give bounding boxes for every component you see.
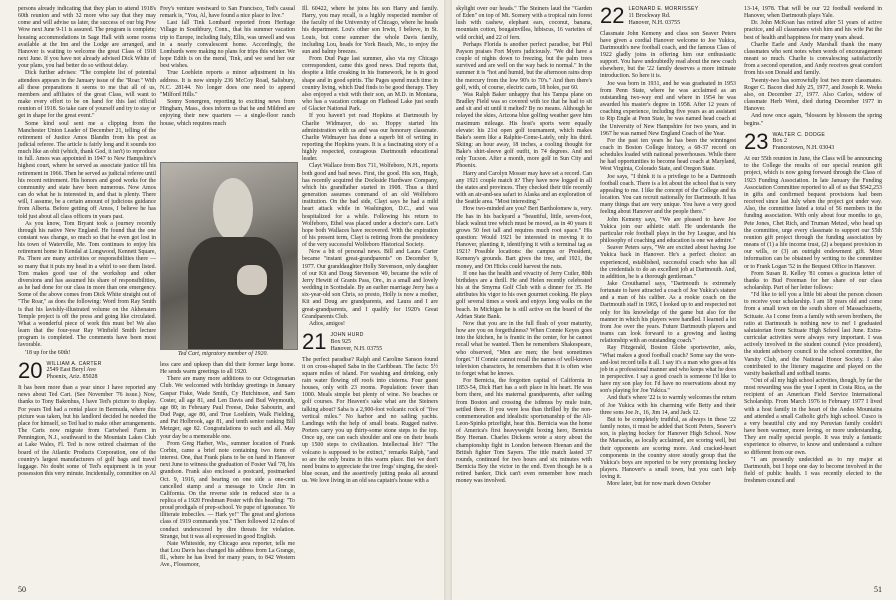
secretary-address-line-1: Box 925: [330, 338, 351, 345]
paragraph: John Kemeny says, "We are pleased to have Joe Yukica join our athletic staff. He understands the particular role football plays in the Ivy League, and his philosophy of coaching and education is one we admire.": [600, 216, 736, 245]
class-heading-1922: [600, 3, 736, 28]
class-number: 22: [600, 3, 625, 28]
paragraph: Nate Whiteside, my Chicago area reporter, tells me that Lou Davis has changed his address from La Grange, Ill., where he has lived for many years, to 842 Western Ave., Flossmoor,: [160, 540, 295, 569]
paragraph: How two-minded are you? Bert Bartholomew is, very. He has in his backyard a "beautiful, little, seven-foot, black walnut tree which must be moved, as in 40 years it grows 50 feet tall and requires much root space." His question: Would 1921 be interested in moving it to Hanover, planting it, identifying it with a terminal tag as 1921? Possible locations: the campus or President, Kemeny's grounds. Bart gives the tree, and 1921, the money, and Ort Hicks could harvest the nuts.: [456, 206, 592, 270]
right-column-2: [600, 3, 736, 489]
paragraph: At our 55th reunion in June, the Class will be announcing to the College the results of our special reunion gift project, which is now going forward through the Class of 1923 Funding Association. In late January the Funding Association Committee reported to all of us that $542,253 in gifts and confirmed bequest provisions had been received since last July when the project got under way. Also, the committee listed a total of 56 members in the funding association. With only about four months to go, Pete Jones, Chet Rich, and Truman Metzel, who head up the committee, urge every classmate to support our 55th reunion gift project through the funding association by means of (1) a life income trust, (2) a bequest provision in our wills, or (3) an outright endowment gift. More information can be obtained by writing to the committee or to Frank Logan '52 in the Bequest Office in Hanover.: [744, 156, 882, 270]
paragraph: 13-14, 1978. That will be our '22 football weekend in Hanover, when Dartmouth plays Yale.: [744, 6, 882, 20]
class-secretary: [46, 361, 101, 382]
paragraph: If one has the health and vivacity of Jerry Cutler, 80th birthdays are a thrill. He and Helen recently celebrated his at the Smyrna Golf Club with a dinner for 35. He attributes his vigor to his own gourmet cooking. He plays golf several times a week and enjoys long walks on the beach. In Michigan he is still active on the board of the Adrian State Bank.: [456, 270, 592, 320]
paragraph: Was Ralph Baker unhappy that his Tampa plane on Bradley Field was so covered with ice that he had to sit and sit and sit until it melted? By no means. Although he relayed the skies, Arizona blue golfing weather gave him maximum mileage. His host's sports were equally elevate: his 21st open golf tournament, which makes Bake's seem like a Ralphie-Come-Lately, only his third. Skiing: an hour away, 18 inches, a cooling thought for Bake's shirt-sleeve golf outfit, in 74 degrees. And not only Tucson. After a month, more golf in Sun City and Phoenix.: [456, 91, 592, 170]
paragraph: Last fall Tink Lombard reported from Heritage Village in Southbury, Conn., that his summer vacation trip to Europe, including Italy, Ellis, was unwell and was in a nearly convalescent home. Accordingly, the Lombards were making no plans for trips this winter. We hope Edith is on the mend, Tink, and we send her our best wishes.: [160, 20, 295, 70]
photo-caption: Ted Cart, migratory member of 1920.: [178, 351, 268, 357]
paragraph: '18 up for the 60th!: [25, 349, 71, 356]
paragraph: Now a bit of personal news. Bill and Laura Carter became "instant great-grandparents" on December 9, 1977. Our granddaughter Holly Stevenson, only daughter of our Kit and Doug Stevenson '49, became the wife of Jerry Hewitt of Grants Pass, Ore., in a small and lovely wedding in Scottsdale. By an earlier marriage Jerry has a six-year-old son Chris, so presto, Holly is now a mother, Kit and Doug are grandparents, and Laura and I are great-grandparents, and I qualify for 1920's Great Grandparents Club.: [302, 249, 438, 320]
class-number: 21: [302, 329, 327, 355]
paragraph: As you know, Tom Bryant took a journey recently through his native New England. He found that the one constant was change, so much so that he even got lost in his town of Waterville, Me. Tom continues to enjoy his retirement home in Kendal at Longwood, Kennett Square, Pa. There are many activities or responsibilities there — so many that it puts my head in a whirl to see them listed. Tom makes good use of the workshop and other diversions and has assumed his share of responsibilities, as he had done for our class in more than one emergency. Some of the above comes from Dick White straight out of "The Roar," as does the following: Word from Ray Smith is that his lavishly-illustrated volume on the Akhenaten Temple project is off the press and going like circulated. What a wonderful piece of work this must be! We also learn that the four-year Ray Winfield Smith lecture program is completed. The comments have been most favorable.: [18, 220, 156, 349]
class-number: 20: [18, 357, 43, 383]
left-column-3: [302, 6, 438, 485]
paragraph: Harry and Carolyn Mosser may have set a record. Can any 1921 couple match it? They have now logged in all the states and provinces. They checked their title recently with an air-and-sea safari to Alaska and an exploration of the Seattle area. "Most interesting.": [456, 170, 592, 206]
paragraph: "Out of all my high school activities, though, by far the most rewarding was the year I spent in Costa Rica, as the recipient of an American Field Service International Scholarship. From March 1976 to February 1977 I lived with a host family in the heart of the Andes Mountains and attended a small Catholic girl's high school. Cusco is a very beautiful city and my Peruvian family couldn't have been warmer, more loving, or more understanding. They are really special people. It was truly a fantastic experience to observe, to know and understand a culture so different from our own.: [744, 378, 882, 456]
paragraph: More later, but for now mark down October: [607, 481, 711, 488]
paragraph: Jake Crouthamel says, "Dartmouth is extremely fortunate to have attracted a coach of Joe Yukica's stature and a man of his caliber. As a rookie coach on the Dartmouth staff in 1965, I looked up to and respected not only for his knowledge of the game but also for the manner in which his players were handled. I learned a lot from Joe over the years. Future Dartmouth players and teams can look forward to a growing and lasting relationship with an outstanding coach.": [600, 280, 736, 345]
secretary-name: JOHN HURD: [330, 332, 364, 339]
paragraph: Seaver Peters says, "We are excited about having Joe Yukica back in Hanover. He's a perfect choice: an experienced, established, successful coach who has all the credentials to do an excellent job at Dartmouth. And, in addition, he is a thorough gentleman.": [600, 245, 736, 280]
paragraph: Some kind soul sent me a clipping from the Manchester Union Leader of December 21, telling of the retirement of Justice Amos Blandin from his post as judicial referee. The article is fairly long and it sounds too much like an obit (which, thank God, it isn't) to reproduce in full. Amos was appointed in 1947 to New Hampshire's highest court, where he served as associate justice till his retirement in 1966. Then he served as judicial referee until his recent retirement. His honors and good works for the community and state have been numerous. Now Amos can do what he is interested in, and that is plenty. There will, I assume, be a certain amount of judicious guidance from Alberta. Before getting off Amos, I believe he has told just about all class officers in years past.: [18, 120, 156, 220]
paragraph: less care and upkeep than did their former large home. He sends warm greetings to all 1920.: [160, 362, 295, 376]
secretary-name: LEONARD E. MORRISSEY: [628, 6, 699, 12]
class-secretary: [772, 132, 834, 153]
class-secretary: [628, 6, 698, 27]
secretary-address-line-2: Hanover, N.H. 03755: [330, 345, 383, 352]
class-heading-1920: [18, 357, 156, 383]
secretary-address-line-2: Phoenix, Ariz. 85028: [46, 374, 98, 381]
paragraph: Dr. John McKoan has retired after 51 years of active practice, and all classmates wish him and his wife Pat the best of health and happiness for many years ahead.: [744, 20, 882, 41]
secretary-address-line-2: Francestown, N.H. 03043: [772, 145, 835, 152]
paragraph: Ray Fitzgerald, Boston Globe sportswriter, asks, "What makes a good football coach? Some say the won-and-lost record tells it all. I say it's a man who goes at his job in a professional manner and who keeps what he does in perspective. I say a good coach is someone I'd like to have my son play for. I'd have no reservations about my son's playing for Joe Yukica.": [600, 345, 736, 395]
class-number: 23: [744, 128, 769, 154]
left-page: [0, 0, 444, 600]
right-column-1: [456, 6, 592, 485]
left-column-2-bottom: [160, 362, 295, 570]
secretary-address-line-2: Hanover, N.H. 03755: [628, 19, 681, 26]
class-heading-1923: [744, 128, 882, 154]
photo-figure-hand: [237, 265, 267, 295]
paragraph: Frey's venture westward to San Francisco, Ted's casual remark is, "You, Al, have found a nice place to live.": [160, 6, 295, 20]
paragraph: Clayt Wallace from Box 711, Wolfeboro, N.H., reports both good and bad news. First, the good. His son, Hugh, has recently acquired the Dockside Hardware Company, which his grandfather started in 1908. Thus a third generation assumes command of an old Wolfeboro institution. On the bad side, Clayt says he had a mild heart attack while in Washington, D.C., and was hospitalized for a while. Following his return to Wolfeboro, Ethel was placed under a doctor's care. Let's hope both Wallaces have recovered. With the expiration of his present term, Clayt is retiring from the presidency of the very successful Wolfeboro Historical Society.: [302, 163, 438, 249]
photo-ted-cart: [160, 162, 298, 350]
paragraph: From Greg Harber, Wis., summer location of Frank Corbin, came a brief note containing two items of interest. One, that Frank plans to be on hand in Hanover next June to witness the graduation of Foster Vail '78, his grandson. Frank also enclosed a postcard, postmarked Oct. 9, 1916, and bearing on one side a one-cent cancelled stamp and a message to Uncle Jim in California. On the reverse side in reduced size is a replica of a 1920 Freshman Poster with this heading: "To proud prodigals of prep-school. Ye pupe of ignorance. Ye illiterate imbeciles. — Hark ye!" The great and glorious class of 1919 commands you." Then followed 12 rules of conduct underscored by dire threats for violation. Strange, but it was all expressed in good English.: [160, 440, 295, 540]
paragraph: skylight over our heads." The Steiners laud the "Garden of Eden" on top of Mt. Scenery with a tropical rain forest lush with cashew, elephant ears, coconut, banana, mountain cotton, bougainvillea, hibiscus, 16 varieties of wild orchid, and 22 of fern.: [456, 6, 592, 41]
paragraph: Now that you are in the full flush of your maturity, how are you on forgetfulness? When Connie Keyes goes into the kitchen, he is frantic in the center, for he cannot recall what he wanted. Then he remembers Shakespeare, who observed, "Men are men; the best sometimes forget." If Connie cannot recall the names of well-known television characters, he remembers that it is often wise to forget what he knows.: [456, 320, 592, 377]
secretary-name: WILLIAM A. CARTER: [46, 360, 102, 367]
paragraph: Ill. 60422, where he joins his son Harry and family. Harry, you may recall, is a highly respected member of the faculty of the University of Chicago, where he heads his department. Lou's other son Irwin, I believe, in St. Louis, but come summer the whole Davis family, including Lou, heads for York Beach, Me., to enjoy the sun and balmy breezes.: [302, 6, 438, 55]
paragraph: True Loehlein reports a minor adjustment in his address. It is now simply 236 McCoy Road, Salisbury, N.C. 28144. No longer does one need to append "Milford Hills.": [160, 70, 295, 98]
spine-gutter: [444, 0, 452, 600]
paragraph: "I'd like to tell you a little bit about the person chosen to receive your scholarship. I am 18 years old and come from a small town on the south shore of Massachusetts, Scituate. As I come from a family with seven brothers, the ratio at Dartmouth is nothing new to me! I graduated salutatorian from Scituate High School last June. Extra-curricular activities were always very important. I was actively involved in the student council (vice president), the student advisory council to the school committee, the Varsity Club, and the National Honor Society. I also contributed to the literary magazine and played on the varsity basketball and softball teams.: [744, 292, 882, 377]
paragraph: Joe was born in 1931, and he was graduated in 1953 from Penn State, where he was acclaimed as an outstanding two-way end and where in 1954 he was awarded his master's degree in 1958. After 12 years of coaching experience, including five years as an assistant to Rip Engle at Penn State, he was named head coach at the University of New Hampshire for two years, and in 1967 he was named New England Coach of the Year.: [600, 80, 736, 137]
photo-figure-body: [188, 237, 283, 350]
paragraph: But to be completely truthful, as always in these '22 family notes, it must be added that Scott Peters, Seaver's son, is playing hockey for Hanover High School. Now the Marsacks, as locally acclaimed, are scoring well, but their opponents are scoring more. And cracked-heart components in the country store stoutly group that the Yukica's boys are reported to be very promising hockey players. Hanover's a small town, but you can't help loving it.: [600, 416, 736, 481]
paragraph: It has been more than a year since I have reported any news about Ted Cart. (See November '76 issue.) Now, thanks to Tony Bakenhus, I have Ted's picture to display. For years Ted had a rental place in Bermuda, where this picture was taken, but his landlord decided he needed the place for himself, so Ted had to make other arrangements. The Carts now migrate from Cartwheel Farm in Pennington, N.J., southward to the Mountain Lakes Club at Lake Wales, Fl. Ted is now retired chairman of the board of the Atlantic Products Corporation, one of the country's largest manufacturers of golf bags and travel luggage. No doubt some of Ted's equipment is in your possession this very minute. Incidentally, committee on Al: [18, 385, 156, 478]
left-column-2: [160, 6, 295, 128]
paragraph: There are many more additions to our Octogenarian Club. We welcomed with birthday greetings in January Gaspar Fiske, Wade Smith, Cy Hutchinson, and Sam Coster, all age 81, and Len Davis and Bud Weymouth, age 80; in February Paul Freese, Duke Sabourin, and Dud Page, age 80, and True Loehlein, Walk Fielding, and Pat Holbrook, age 81, and tenth senior ranking Bill Metzger, age 82. Congratulations to each and all. May your day be a memorable one.: [160, 376, 295, 440]
paragraph: From Susan R. Kelley '81 comes a gracious letter of thanks to Bud Freeman for her share of our class scholarship. Part of her letter follows:: [744, 270, 882, 291]
paragraph: persons already indicating that they plan to attend 1918's 60th reunion and with 32 more who say that they may come and will advise us later, the success of our big Pow Wow next June 9-11 is assured. The program is complete; housing accommodations in Sage Hall with some rooms available at the Inn and the Lodge are arranged, and Hanover is waiting to welcome the great Class of 1918 next June. If you have not already advised Dick White of your plans, you had better do so without delay.: [18, 6, 156, 70]
right-page: [452, 0, 896, 600]
paragraph: And now once again, "blossom by blossom the spring begins.": [744, 113, 882, 127]
photo-figure-head: [213, 178, 254, 241]
paragraph: Sonny Sonergren, reporting to exciting news from Hingham, Mass., does inform us that he and Mildred are enjoying their new quarters — a single-floor ranch house, which requires much: [160, 99, 295, 127]
paragraph: For Bernicia, the forgotten capital of California in 1853-54, Dick Hart has a soft place in his heart. He was born there, and his maternal grandparents, after sailing from Boston and crossing the isthmus by mule train, settled there. If you were less than thrilled by the non-commemoration and idealistic sportsmanship of the Ali-Leon-Spinks prizefight, hear this. Bernicia was the home of America's first heavyweight boxing hero, Bernicia Boy Heenan. Charles Dickens wrote a story about the championship fight in London between Heenan and the British fighter Tom Sayers. The title match lasted 37 rounds, continued for two hours and six minutes with Bernicia Boy the victor in the end. Even though he is a retired banker, Dick can't even remember how much money was involved.: [456, 378, 592, 485]
left-column-1: [18, 6, 156, 478]
paragraph: And that's where '22 is to warmly welcomes the return of Joe Yukica with his charming wife Betty and their three sons Joe Jr., 16, Jim 14, and Jack 12.: [600, 395, 736, 416]
secretary-address-line-1: Box 2: [772, 138, 787, 145]
paragraph: For the past ten years he has been the winningest coach in Boston College history, a 68-37 record on schedules loaded with national powerhouses. While there he had opportunities to become head coach at Maryland, West Virginia, Colorado State, and Oregon State.: [600, 137, 736, 173]
paragraph: Perhaps Florida is another perfect paradise, but Phil Payson praises Fort Myers judiciously. "We did have a couple of nights down to freezing, but the palm trees survived and are well on the way back to normal." In the summer it is "hot and humid, but the afternoon rains drop the mercury from the low 90's to 70's." And then there's golf, with, of course, electric carts, 18 holes, par 60.: [456, 41, 592, 91]
paragraph: Adios, amigos!: [309, 320, 345, 327]
paragraph: Dick further advises: "The complete list of potential attendees appears in the January issue of the "Roar." With all these preparations it seems to me that all of us, members and affiliates of the great Class, will want to make every effort to be on hand for this last official reunion of 1918. So take care of yourself and try to stay or get in shape for the great event.": [18, 70, 156, 120]
paragraph: Twenty-two has sorrowfully lost two more classmates. Roger C. Bacon died July 25, 1977, and Joseph R. Weeks also, on December 27, 1977. Also Carlos, widow of classmate Herb Went, died during December 1977 in Hanover.: [744, 77, 882, 113]
right-column-3: [744, 6, 882, 485]
paragraph: Joe says, "I think it is a privilege to be a Dartmouth football coach. There is a lot about the school that is very appealing to me. I like the concept of the College and its location. You can recruit nationally for Dartmouth. It has many things that are very unique. You have a very good feeling about Hanover and the people there.": [600, 173, 736, 216]
paragraph: The perfect paradise? Ralph and Caroline Sanson found it on cross-shaped Saba in the Caribbean. The facts: 5½ square miles of island. For washing and drinking, only rain water flowing off roofs into cisterns. Four guest houses, only with 23 rooms. Population: fewer than 1000. Meals simple but plenty of wine. No beaches or golf courses. For Heaven's sake what are the Steiners talking about? Saba is a 2,900-foot volcanic rock of "five vertical miles." No harbor and no sailing yachts. Landings with the help of small boats. Rugged native. Porters carry you up thirty-some stone steps to the top. Once up, one can each shoulder and one on their heads up 1500 steps to civilization. Intellectual life? "The volcano is supposed to be extinct," remarks Ralph, "and so are the only brains in this warm place. But we don't need brains to appreciate the tree frogs' singing, the steel-blue ocean, and the assertively jutting peaks all around us. We love living in an old sea captain's house with a: [302, 356, 438, 485]
page-number-left: 50: [18, 585, 26, 594]
paragraph: If you haven't yet read Hopkins at Dartmouth by Charlie Widmayer, do so. Hoppy started his administration with us and was our honorary classmate. Charlie Widmayer has done a superb bit of writing in reporting the Hopkins years. It is a fascinating story of a highly respected, courageous Dartmouth educational leader.: [302, 113, 438, 163]
secretary-name: WALTER C. DODGE: [772, 131, 826, 138]
paragraph: Charlie Earle and Andy Marshall thank the many classmates who sent notes when words of encouragement meant so much. Charlie is convalescing satisfactorily from a second operation, and Andy receives great comfort from his son Donald and family.: [744, 41, 882, 77]
secretary-address-line-1: 11 Brockway Rd.: [628, 12, 671, 19]
page-number-right: 51: [874, 585, 882, 594]
class-heading-1921: [302, 329, 438, 355]
paragraph: "I am presently undecided as to my major at Dartmouth, but I hope one day to become involved in the field of public health. I was recently elected to the freshmen council and: [744, 456, 882, 485]
class-secretary: [330, 332, 382, 353]
paragraph: From Dud Page last summer, also via my Chicago correspondent, came this good news. Dud reports that, despite a little creaking in his framework, he is in good shape and in good spirits. The Pages spend much time in country living, which Dud finds to be good therapy. They also enjoyed a visit with their son, an M.D. in Montana, who has a vacation cottage on Flathead Lake just south of Glacier National Park.: [302, 56, 438, 113]
paragraph: Classmate John Kemeny and class son Seaver Peters have given a cordial Hanover welcome to Joe Yukica, Dartmouth's new football coach, and the famous Class of 1922 gladly joins in offering him our enthusiastic support. You have undoubtedly read about the new coach elsewhere, but the '22 family deserves a more intimate introduction. So here it is.: [600, 30, 736, 80]
secretary-address-line-1: 2549 East Beryl Ave: [46, 367, 96, 374]
